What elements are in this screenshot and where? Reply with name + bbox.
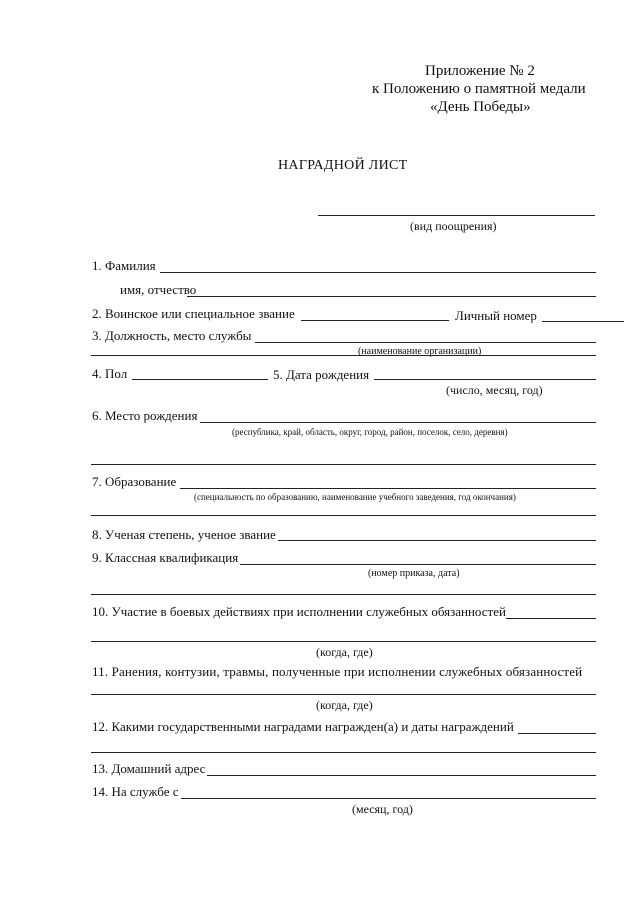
qualification-field-line2[interactable] (91, 594, 596, 595)
name-field[interactable] (187, 296, 596, 297)
surname-label: 1. Фамилия (92, 258, 156, 273)
combat-field-line2[interactable] (91, 641, 596, 642)
rank-field[interactable] (301, 320, 449, 321)
appendix-number: Приложение № 2 (425, 63, 535, 79)
position-field-line2[interactable] (91, 355, 596, 356)
combat-field[interactable] (506, 618, 596, 619)
position-caption: (наименование организации) (358, 346, 482, 357)
sex-label: 4. Пол (92, 366, 128, 381)
education-field-line2[interactable] (91, 515, 596, 516)
qualification-label: 9. Классная квалификация (92, 550, 239, 565)
service-start-field[interactable] (181, 798, 596, 799)
address-field[interactable] (207, 775, 596, 776)
service-start-label: 14. На службе с (92, 784, 179, 799)
awards-field[interactable] (518, 733, 596, 734)
qualification-caption: (номер приказа, дата) (368, 568, 460, 579)
appendix-reference: к Положению о памятной медали (372, 81, 586, 97)
surname-field[interactable] (160, 272, 596, 273)
rank-label: 2. Воинское или специальное звание (92, 306, 295, 321)
degree-field[interactable] (278, 540, 596, 541)
wounds-field[interactable] (91, 694, 596, 695)
birthplace-field-line2[interactable] (91, 464, 596, 465)
education-label: 7. Образование (92, 474, 177, 489)
birthplace-field[interactable] (200, 422, 596, 423)
address-label: 13. Домашний адрес (92, 761, 206, 776)
sex-field[interactable] (132, 379, 268, 380)
page-title: НАГРАДНОЙ ЛИСТ (278, 158, 408, 173)
birthplace-label: 6. Место рождения (92, 408, 198, 423)
combat-caption: (когда, где) (316, 645, 373, 659)
qualification-field[interactable] (240, 564, 596, 565)
birthdate-label: 5. Дата рождения (273, 367, 370, 382)
wounds-label: 11. Ранения, контузии, травмы, полученные при исполнении служебных обязанностей (92, 664, 583, 679)
birthplace-caption: (республика, край, область, округ, город, район, поселок, село, деревня) (232, 427, 508, 437)
awards-field-line2[interactable] (91, 752, 596, 753)
medal-name: «День Победы» (430, 99, 531, 115)
combat-label: 10. Участие в боевых действиях при исполнении служебных обязанностей (92, 604, 506, 619)
position-label: 3. Должность, место службы (92, 328, 252, 343)
wounds-caption: (когда, где) (316, 698, 373, 712)
education-caption: (специальность по образованию, наименование учебного заведения, год окончания) (194, 492, 516, 502)
personal-number-field[interactable] (542, 321, 624, 322)
birthdate-caption: (число, месяц, год) (446, 383, 543, 397)
awards-label: 12. Какими государственными наградами награжден(а) и даты награждений (92, 719, 514, 734)
name-label: имя, отчество (120, 282, 197, 297)
position-field[interactable] (255, 342, 596, 343)
education-field[interactable] (180, 488, 596, 489)
degree-label: 8. Ученая степень, ученое звание (92, 527, 276, 542)
award-type-caption: (вид поощрения) (410, 219, 497, 233)
personal-number-label: Личный номер (455, 308, 537, 323)
birthdate-field[interactable] (374, 379, 596, 380)
award-type-line[interactable] (318, 215, 595, 216)
service-start-caption: (месяц, год) (352, 802, 413, 816)
